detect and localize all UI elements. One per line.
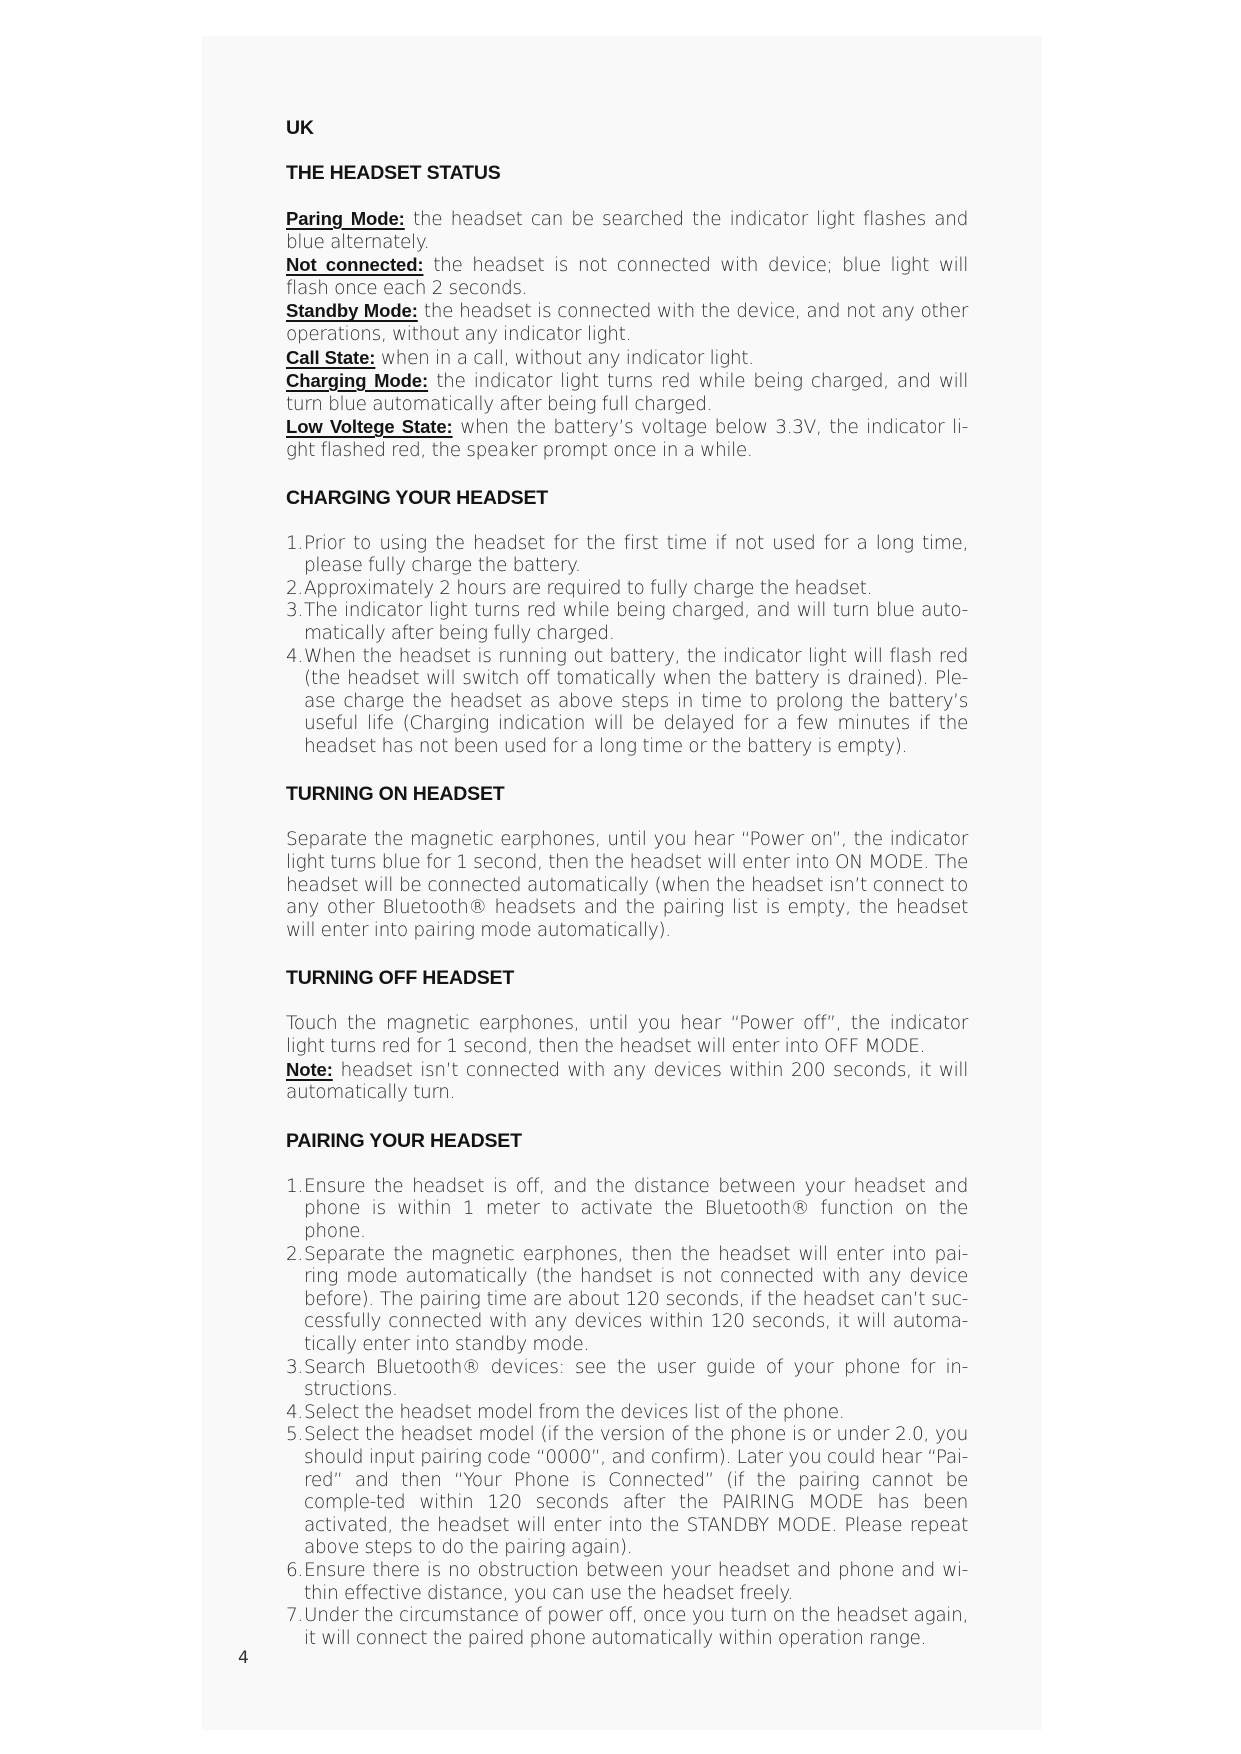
step-number: 1. [286,532,303,554]
step-text: Search Bluetooth® devices: see the user guide of your phone for in-structions. [304,1356,968,1401]
status-text: the headset is connected with the device, and not any other operations, without any indicator light. [286,301,968,345]
status-item [286,347,968,371]
note [286,1059,968,1105]
note-text: headset isn’t connected with any devices within 200 seconds, it will automatically turn. [286,1059,968,1104]
section-title-turning-on: TURNING ON HEADSET [286,783,505,806]
list-item [286,1244,968,1357]
status-label: Not connected: [286,254,424,276]
status-label: Call State: [286,346,376,368]
status-text: the headset is not connected with device; blue light will flash once each 2 seconds. [286,255,968,299]
pairing-steps [286,1176,968,1650]
list-item [286,533,968,578]
language-code: UK [286,117,314,139]
section-title-pairing: PAIRING YOUR HEADSET [286,1129,522,1152]
charging-steps [286,533,968,759]
step-text: When the headset is running out battery, the indicator light will flash red (the headset will switch off tomatically when the battery is drained). Ple-ase charge the headset as above steps in time to prolong the battery’s useful life (Charging indication will be delayed for a few minutes if the headset has not been used for a long time or the battery is empty). [304,645,968,757]
list-item [286,1357,968,1402]
section-title-turning-off: TURNING OFF HEADSET [286,967,515,990]
note-label: Note: [286,1058,333,1080]
step-number: 3. [286,1356,303,1378]
status-text: the headset can be searched the indicator light flashes and blue alternately. [286,209,968,253]
status-item [286,300,968,346]
list-item [286,1560,968,1605]
status-item [286,208,968,254]
step-number: 7. [286,1605,303,1627]
section-title-charging: CHARGING YOUR HEADSET [286,486,548,509]
turning-on-text: Separate the magnetic earphones, until you hear “Power on”, the indicator light turns blue for 1 second, then the headset will enter into ON MODE. The headset will be connected automatically (when the headset isn’t connect to any other Bluetooth® headsets and the pairing list is empty, the headset will enter into pairing mode automatically). [286,829,968,941]
step-number: 1. [286,1175,303,1197]
step-number: 4. [286,645,303,667]
list-item [286,600,968,645]
step-number: 2. [286,1243,303,1265]
step-text: Under the circumstance of power off, once you turn on the headset again, it will connect the paired phone automatically within operation range. [304,1605,968,1649]
step-number: 4. [286,1401,303,1423]
step-text: Select the headset model (if the version of the phone is or under 2.0, you should input pairing code “0000”, and confirm). Later you could hear “Pai-red” and then “Your Phone is Connected” (if the pairing cannot be comple-ted within 120 seconds after the PAIRING MODE has been activated, the headset will enter into the STANDBY MODE. Please repeat above steps to do the pairing again). [304,1424,968,1559]
status-text: when in a call, without any indicator light. [375,347,754,369]
manual-page [286,116,968,1674]
turning-off-text: Touch the magnetic earphones, until you hear “Power off”, the indicator light turns red for 1 second, then the headset will enter into OFF MODE. [286,1013,968,1058]
step-number: 2. [286,577,303,599]
status-item [286,416,968,462]
list-item [286,1402,968,1425]
step-text: Separate the magnetic earphones, then the headset will enter into pai-ring mode automatically (the handset is not connected with any device before). The pairing time are about 120 seconds, if the headset can’t suc-cessfully connected with any devices within 120 seconds, it will automa-tically enter into standby mode. [304,1243,968,1355]
step-text: Select the headset model from the devices list of the phone. [304,1401,845,1423]
list-item [286,1605,968,1650]
step-text: Prior to using the headset for the first time if not used for a long time, please fully charge the battery. [304,532,968,577]
step-text: Ensure there is no obstruction between your headset and phone and wi-thin effective distance, you can use the headset freely. [304,1559,968,1604]
list-item [286,578,968,601]
status-label: Low Voltege State: [286,416,453,438]
section-title-headset-status: THE HEADSET STATUS [286,162,501,184]
list-item [286,1424,968,1560]
turning-off-block [286,1013,968,1104]
step-number: 5. [286,1424,303,1446]
step-text: Approximately 2 hours are required to fully charge the headset. [304,577,873,599]
status-text: the indicator light turns red while being charged, and will turn blue automatically after being full charged. [286,371,968,415]
step-text: The indicator light turns red while being charged, and will turn blue auto-matically after being fully charged. [304,600,968,644]
list-item [286,646,968,759]
step-number: 3. [286,600,303,622]
page-number: 4 [238,1648,249,1668]
status-text: when the battery’s voltage below 3.3V, the indicator li-ght flashed red, the speaker prompt once in a while. [286,417,968,461]
status-label: Paring Mode: [286,208,405,229]
step-text: Ensure the headset is off, and the distance between your headset and phone is within 1 meter to activate the Bluetooth® function on the phone. [304,1175,968,1242]
list-item [286,1176,968,1244]
status-item [286,370,968,416]
status-item [286,254,968,300]
status-label: Charging Mode: [286,370,429,392]
status-label: Standby Mode: [286,300,418,322]
headset-status-list [286,208,968,463]
step-number: 6. [286,1559,303,1581]
